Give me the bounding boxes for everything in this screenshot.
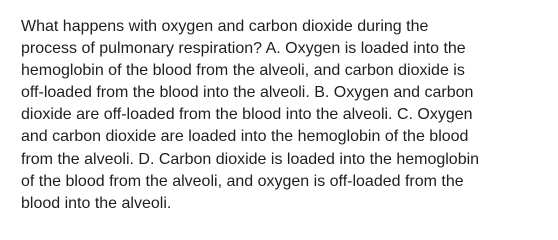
question-line: and carbon dioxide are loaded into the hemoglobin of the blood [21, 128, 469, 146]
question-line: blood into the alveoli. [21, 194, 172, 212]
question-line: of the blood from the alveoli, and oxygen is off-loaded from the [21, 172, 464, 190]
question-line: off-loaded from the blood into the alveoli. B. Oxygen and carbon [21, 84, 474, 102]
question-line: process of pulmonary respiration? A. Oxygen is loaded into the [21, 40, 466, 58]
question-line: from the alveoli. D. Carbon dioxide is loaded into the hemoglobin [21, 150, 480, 168]
question-line: hemoglobin of the blood from the alveoli, and carbon dioxide is [21, 62, 465, 80]
question-line: What happens with oxygen and carbon dioxide during the [21, 18, 429, 35]
question-line: dioxide are off-loaded from the blood into the alveoli. C. Oxygen [21, 106, 473, 124]
question-text [21, 16, 545, 215]
